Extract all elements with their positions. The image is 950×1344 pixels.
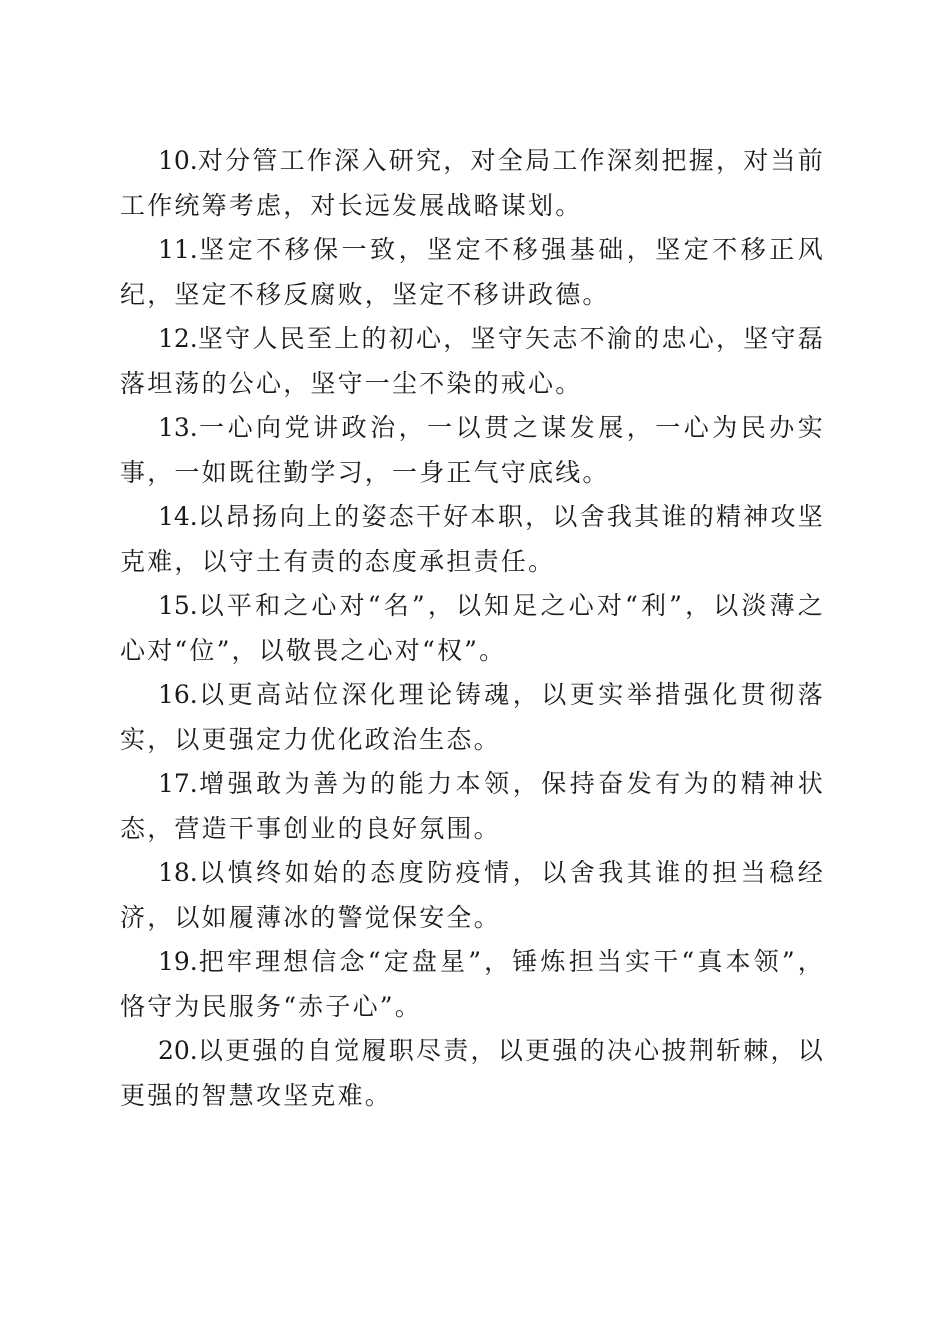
paragraph-number: 17. <box>158 769 198 798</box>
paragraph-11 <box>120 228 825 317</box>
paragraph-text: 以昂扬向上的姿态干好本职，以舍我其谁的精神攻坚克难，以守土有责的态度承担责任。 <box>120 502 825 576</box>
paragraph-16 <box>120 673 825 762</box>
paragraph-14 <box>120 495 825 584</box>
paragraph-number: 14. <box>158 502 198 531</box>
paragraph-text: 坚守人民至上的初心，坚守矢志不渝的忠心，坚守磊落坦荡的公心，坚守一尘不染的戒心。 <box>120 324 825 398</box>
paragraph-number: 11. <box>158 235 198 264</box>
paragraph-number: 10. <box>158 146 198 175</box>
paragraph-number: 12. <box>158 324 198 353</box>
paragraph-number: 18. <box>158 858 198 887</box>
paragraph-10 <box>120 139 825 228</box>
paragraph-text: 对分管工作深入研究，对全局工作深刻把握，对当前工作统筹考虑，对长远发展战略谋划。 <box>120 146 825 220</box>
paragraph-text: 以更高站位深化理论铸魂，以更实举措强化贯彻落实，以更强定力优化政治生态。 <box>120 680 825 754</box>
paragraph-12 <box>120 317 825 406</box>
paragraph-text: 以慎终如始的态度防疫情，以舍我其谁的担当稳经济，以如履薄冰的警觉保安全。 <box>120 858 825 932</box>
paragraph-15 <box>120 584 825 673</box>
paragraph-text: 一心向党讲政治，一以贯之谋发展，一心为民办实事，一如既往勤学习，一身正气守底线。 <box>120 413 825 487</box>
paragraph-19 <box>120 940 825 1029</box>
paragraph-text: 以更强的自觉履职尽责，以更强的决心披荆斩棘，以更强的智慧攻坚克难。 <box>120 1036 825 1110</box>
paragraph-text: 增强敢为善为的能力本领，保持奋发有为的精神状态，营造干事创业的良好氛围。 <box>120 769 825 843</box>
paragraph-18 <box>120 851 825 940</box>
paragraph-number: 16. <box>158 680 198 709</box>
paragraph-number: 13. <box>158 413 198 442</box>
paragraph-20 <box>120 1029 825 1118</box>
paragraph-13 <box>120 406 825 495</box>
paragraph-number: 20. <box>158 1036 198 1065</box>
paragraph-number: 19. <box>158 947 198 976</box>
paragraph-17 <box>120 762 825 851</box>
paragraph-text: 以平和之心对“名”，以知足之心对“利”，以淡薄之心对“位”，以敬畏之心对“权”。 <box>120 591 825 665</box>
document-body <box>120 139 825 1118</box>
paragraph-number: 15. <box>158 591 198 620</box>
paragraph-text: 坚定不移保一致，坚定不移强基础，坚定不移正风纪，坚定不移反腐败，坚定不移讲政德。 <box>120 235 825 309</box>
paragraph-text: 把牢理想信念“定盘星”，锤炼担当实干“真本领”，恪守为民服务“赤子心”。 <box>120 947 825 1021</box>
